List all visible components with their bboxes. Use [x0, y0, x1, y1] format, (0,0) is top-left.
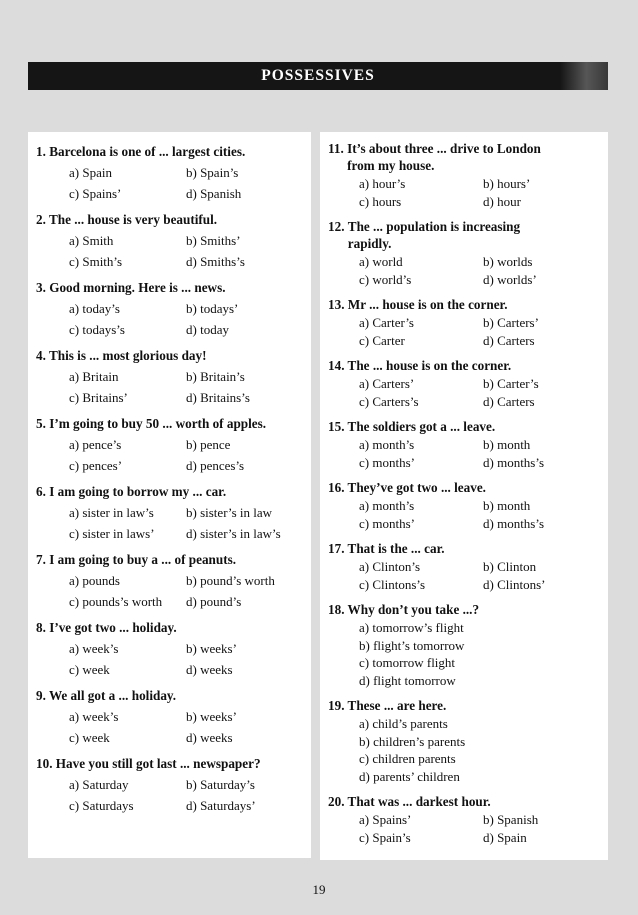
- option-d: d) Spanish: [186, 186, 242, 201]
- question-text-line-2: from my house.: [347, 158, 435, 173]
- options: [36, 776, 311, 814]
- question-5: [36, 415, 311, 474]
- options: [328, 811, 608, 846]
- options: [36, 368, 311, 406]
- option-d: d) Carters: [483, 393, 535, 409]
- question-16: [328, 479, 608, 532]
- option-b: b) weeks’: [186, 709, 237, 724]
- question-text: I’ve got two ... holiday.: [49, 620, 177, 635]
- question-text: That is the ... car.: [347, 541, 445, 556]
- question-15: [328, 418, 608, 471]
- option-d: d) months’s: [483, 454, 545, 470]
- question-text: Good morning. Here is ... news.: [49, 280, 226, 295]
- question-text: I’m going to buy 50 ... worth of apples.: [49, 416, 267, 431]
- question-9: [36, 687, 311, 746]
- question-text-line-2: rapidly.: [347, 236, 392, 251]
- question-text: The ... house is on the corner.: [347, 358, 512, 373]
- option-d: d) worlds’: [483, 271, 537, 287]
- option-a: a) week’s: [69, 709, 119, 724]
- option-b: b) Saturday’s: [186, 777, 255, 792]
- question-3: [36, 279, 311, 338]
- right-column: [320, 132, 608, 860]
- option-c: c) Spain’s: [359, 829, 411, 845]
- option-a: a) Spain: [69, 165, 112, 180]
- question-number: 10.: [36, 756, 53, 771]
- option-b: b) pence: [186, 437, 231, 452]
- option-a: a) Britain: [69, 369, 119, 384]
- option-a: a) world: [359, 254, 403, 269]
- question-number: 12.: [328, 219, 345, 234]
- question-11: [328, 140, 608, 210]
- question-number: 19.: [328, 698, 345, 713]
- question-number: 14.: [328, 358, 345, 373]
- question-text: We all got a ... holiday.: [48, 688, 177, 703]
- option-c: c) Smith’s: [69, 254, 123, 269]
- option-c: c) pences’: [69, 458, 123, 473]
- option-c: c) sister in laws’: [69, 526, 155, 541]
- option-b: b) Spain’s: [186, 165, 239, 180]
- question-number: 7.: [36, 552, 46, 567]
- option-a: a) tomorrow’s flight: [359, 620, 464, 635]
- question-number: 2.: [36, 212, 46, 227]
- option-b: b) Carters’: [483, 315, 539, 330]
- option-b: b) todays’: [186, 301, 239, 316]
- question-number: 4.: [36, 348, 46, 363]
- option-b: b) pound’s worth: [186, 573, 275, 588]
- question-number: 20.: [328, 794, 345, 809]
- options: [36, 164, 311, 202]
- option-a: a) hour’s: [359, 176, 406, 191]
- options: [328, 175, 608, 210]
- option-b: b) month: [483, 498, 531, 513]
- option-b: b) hours’: [483, 176, 531, 191]
- options: [36, 572, 311, 610]
- question-7: [36, 551, 311, 610]
- question-text: The soldiers got a ... leave.: [347, 419, 496, 434]
- option-c: c) Carters’s: [359, 393, 419, 409]
- left-column: [28, 132, 311, 858]
- question-text: They’ve got two ... leave.: [347, 480, 486, 495]
- options: [328, 314, 608, 349]
- question-6: [36, 483, 311, 542]
- question-text: The ... house is very beautiful.: [48, 212, 218, 227]
- question-text: These ... are here.: [347, 698, 447, 713]
- options: [36, 640, 311, 678]
- options: [328, 558, 608, 593]
- option-a: a) pounds: [69, 573, 120, 588]
- option-c: c) tomorrow flight: [359, 655, 456, 670]
- question-2: [36, 211, 311, 270]
- option-c: c) Carter: [359, 332, 405, 348]
- option-b: b) sister’s in law: [186, 505, 273, 520]
- option-c: c) months’: [359, 515, 415, 531]
- title-banner: [28, 62, 608, 90]
- option-b: b) Clinton: [483, 559, 537, 574]
- question-text-line-1: It’s about three ... drive to London: [347, 141, 541, 156]
- options: [36, 300, 311, 338]
- option-b: b) month: [483, 437, 531, 452]
- option-d: d) flight tomorrow: [359, 672, 456, 688]
- options: [36, 708, 311, 746]
- question-number: 1.: [36, 144, 46, 159]
- question-14: [328, 357, 608, 410]
- question-12: [328, 218, 608, 288]
- option-d: d) Clintons’: [483, 576, 546, 592]
- question-number: 18.: [328, 602, 345, 617]
- option-a: a) Saturday: [69, 777, 129, 792]
- option-a: a) Smith: [69, 233, 114, 248]
- option-d: d) Britains’s: [186, 390, 250, 405]
- option-b: b) worlds: [483, 254, 533, 269]
- option-c: c) pounds’s worth: [69, 594, 163, 609]
- option-a: a) Carters’: [359, 376, 415, 391]
- question-19: [328, 697, 608, 785]
- option-c: c) todays’s: [69, 322, 125, 337]
- option-d: d) pences’s: [186, 458, 245, 473]
- option-c: c) Saturdays: [69, 798, 134, 813]
- option-a: a) week’s: [69, 641, 119, 656]
- option-d: d) Spain: [483, 829, 527, 845]
- option-b: b) Spanish: [483, 812, 539, 827]
- question-text: That was ... darkest hour.: [347, 794, 491, 809]
- question-number: 6.: [36, 484, 46, 499]
- question-text-line-1: The ... population is increasing: [347, 219, 521, 234]
- option-d: d) months’s: [483, 515, 545, 531]
- question-number: 13.: [328, 297, 345, 312]
- question-text: I am going to buy a ... of peanuts.: [49, 552, 237, 567]
- option-d: d) Saturdays’: [186, 798, 256, 813]
- question-number: 17.: [328, 541, 345, 556]
- question-4: [36, 347, 311, 406]
- options: [328, 375, 608, 410]
- question-text: Mr ... house is on the corner.: [347, 297, 508, 312]
- options: [36, 232, 311, 270]
- question-number: 9.: [36, 688, 46, 703]
- question-text: Have you still got last ... newspaper?: [55, 756, 261, 771]
- question-17: [328, 540, 608, 593]
- option-c: c) Clintons’s: [359, 576, 426, 592]
- question-number: 16.: [328, 480, 345, 495]
- question-text: Barcelona is one of ... largest cities.: [49, 144, 246, 159]
- options: [36, 504, 311, 542]
- option-b: b) Britain’s: [186, 369, 245, 384]
- question-number: 15.: [328, 419, 345, 434]
- option-b: b) Smiths’: [186, 233, 241, 248]
- options: [328, 715, 608, 785]
- question-13: [328, 296, 608, 349]
- option-a: a) today’s: [69, 301, 120, 316]
- option-d: d) Carters: [483, 332, 535, 348]
- option-a: a) month’s: [359, 437, 415, 452]
- option-c: c) week: [69, 662, 110, 677]
- option-d: d) weeks: [186, 730, 233, 745]
- question-18: [328, 601, 608, 689]
- options: [36, 436, 311, 474]
- option-a: a) child’s parents: [359, 716, 448, 731]
- option-a: a) Carter’s: [359, 315, 414, 330]
- option-c: c) week: [69, 730, 110, 745]
- options: [328, 619, 608, 689]
- question-number: 5.: [36, 416, 46, 431]
- option-d: d) today: [186, 322, 229, 337]
- question-1: [36, 143, 311, 202]
- question-20: [328, 793, 608, 846]
- option-b: b) Carter’s: [483, 376, 539, 391]
- option-b: b) children’s parents: [359, 733, 466, 749]
- question-8: [36, 619, 311, 678]
- option-d: d) weeks: [186, 662, 233, 677]
- option-a: a) Clinton’s: [359, 559, 421, 574]
- option-d: d) hour: [483, 193, 521, 209]
- option-b: b) weeks’: [186, 641, 237, 656]
- question-text: This is ... most glorious day!: [48, 348, 207, 363]
- option-a: a) month’s: [359, 498, 415, 513]
- options: [328, 436, 608, 471]
- option-c: c) world’s: [359, 271, 412, 287]
- option-b: b) flight’s tomorrow: [359, 637, 465, 653]
- option-a: a) Spains’: [359, 812, 412, 827]
- options: [328, 253, 608, 288]
- option-d: d) sister’s in law’s: [186, 526, 281, 541]
- page-title: POSSESSIVES: [261, 67, 375, 84]
- option-c: c) hours: [359, 193, 402, 209]
- page-number: 19: [312, 882, 326, 897]
- option-a: a) pence’s: [69, 437, 122, 452]
- options: [328, 497, 608, 532]
- option-d: d) pound’s: [186, 594, 242, 609]
- option-a: a) sister in law’s: [69, 505, 154, 520]
- option-d: d) parents’ children: [359, 768, 460, 784]
- option-c: c) months’: [359, 454, 415, 470]
- option-d: d) Smiths’s: [186, 254, 245, 269]
- option-c: c) Britains’: [69, 390, 128, 405]
- question-10: [36, 755, 311, 814]
- question-text: Why don’t you take ...?: [347, 602, 480, 617]
- question-text: I am going to borrow my ... car.: [49, 484, 227, 499]
- question-number: 11.: [328, 141, 344, 156]
- option-c: c) Spains’: [69, 186, 122, 201]
- question-number: 8.: [36, 620, 46, 635]
- question-number: 3.: [36, 280, 46, 295]
- option-c: c) children parents: [359, 751, 456, 766]
